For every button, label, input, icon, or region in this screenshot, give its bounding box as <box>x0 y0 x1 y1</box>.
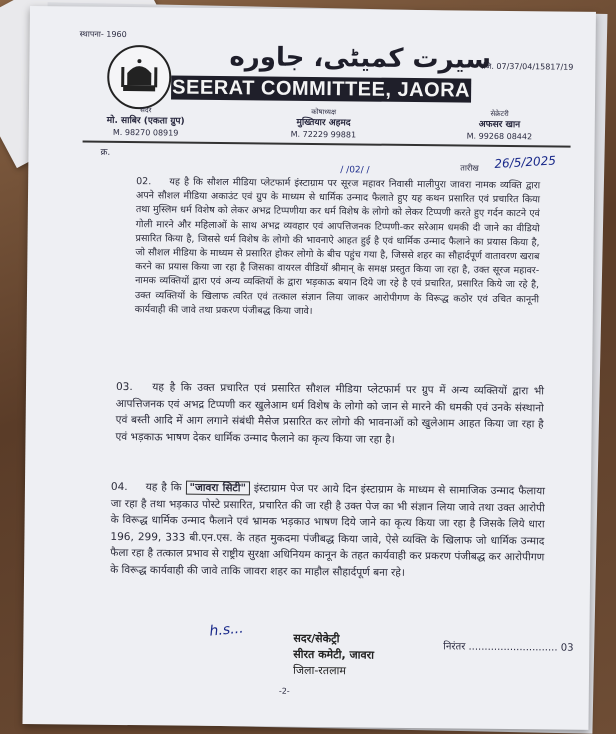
official-name: मुख्तियार अहमद <box>296 117 351 129</box>
mosque-icon <box>117 55 161 99</box>
paragraph-04 <box>110 479 545 583</box>
official-treasurer <box>291 107 357 141</box>
paragraph-03 <box>115 379 544 449</box>
reference-number: / /02/ / <box>340 165 370 176</box>
paragraph-text: इंस्टाग्राम पेज पर आये दिन इंस्टाग्राम के माध्यम से सामाजिक उन्माद फैलाया जा रहा है तथा भड़काउ पोस्टे प्रसारित, प्रचारित की जा रही है उक्त पेज का भी संज्ञान लिया जावे तथा उक्त आरोपी के विरूद्ध धार्मिक उन्माद फैलाने एवं भ्रामक भड़काउ भाषण दिये जाने का कृत्य किया जा रहा है जिसके लिये धारा 196, 299, 333 बी.एन.एस. के तहत मुकदमा पंजीबद्ध किया जावे, ऐसे व्यक्ति के खिलाफ जो धार्मिक उन्माद फैला रहा है तत्काल प्रभाव से राष्ट्रीय सुरक्षा अधिनियम कानून के तहत कार्यवाही कर प्रकरण पंजीबद्ध कर आरोपीगण के विरूद्ध कार्यवाही की जावे ताकि जावरा शहर का माहौल सौहार्दपूर्ण बना रहे। <box>110 482 546 579</box>
signer-designation: सदर/सेकेट्री <box>293 631 340 646</box>
official-role: कोषाध्यक्ष <box>311 107 337 117</box>
official-phone: M. 99268 08442 <box>466 131 533 142</box>
paragraph-text: यह है कि उक्त प्रचारित एवं प्रसारित सौशल मीडिया प्लेटफार्म पर ग्रुप में अन्य व्यक्तियों द्वारा भी आपत्तिजनक एवं अभद्र टिप्पणी कर खुलेआम धर्म विशेष के लोगो को जान से मारने की धमकी एवं उनके संस्थानो एवं बस्ती आदि में आग लगाने संबंधी मैसेज प्रसारित कर लोगो की भावनाओं को खुलेआम आहत किया जा रहा है एवं भड़काऊ भाषण देकर धार्मिक उन्माद फैलाने का कृत्य किया जा रहा है। <box>115 381 545 446</box>
official-phone: M. 72229 99881 <box>290 129 357 140</box>
paragraph-02 <box>135 175 540 321</box>
committee-logo <box>107 45 172 110</box>
urdu-title: سیرت کمیٹی، جاوره <box>229 42 492 75</box>
paragraph-text: यह है कि सौशल मीडिया प्लेटफार्म इंस्टाग्राम पर सूरज महावर निवासी मालीपुरा जावरा नामक व्यक्ति द्वारा अपने सौशल मीडिया अकाउंट एवं ग्रुप के माध्यम से धार्मिक उन्माद फैलाते हुए यह कथन प्रसारित एवं प्रचारित किया तथा मुस्लिम धर्म विशेष को लेकर अभद्र टिप्पणीया कर धर्म विशेष के लोगो को लेकर टिप्पणी करते हुए गर्दन काटने एवं गोली मारने और महिलाओं के साथ अभद्र व्यवहार एवं आपत्तिजनक टिप्पणी-कर सरेआम धमकी दी जाने का वीडियो प्रसारित किया है, जिससे धर्म विशेष के लोगो की भावनाऐ आहत हुई है एवं धार्मिक उन्माद फैलाने का प्रयास किया है, जो सौशल मीडिया के माध्यम से प्रसारित होकर लोगो के बीच पहुंच गया है, जिससे शहर का सौहार्दपूर्ण वातावरण खराब करने का प्रयास किया जा रहा है जिसका वायरल वीडियों श्रीमान् के समक्ष प्रस्तुत किया जा रहा है, उक्त सूरज महावर-नामक व्यक्तियों द्वारा एवं अन्य व्यक्तियों के द्वारा भड़काऊ बयान दिये जा रहे है एवं प्रचारित, प्रसारित किये जा रहे है, उक्त व्यक्तियों के खिलाफ त्वरित एवं तत्काल संज्ञान लिया जाकर आरोपीगण के विरूद्ध कठोर एवं उचित कानूनी कार्यवाही की जावे तथा प्रकरण पंजीबद्ध किया जावे। <box>134 176 541 317</box>
paragraph-number: 02. <box>136 176 152 188</box>
official-president <box>107 105 185 139</box>
continued-note: निरंतर ............................ 03 <box>443 641 574 654</box>
english-title: SEERAT COMMITTEE, JAORA <box>172 76 471 102</box>
signer-district: जिला-रतलाम <box>292 663 347 678</box>
continued-label: निरंतर <box>443 641 466 653</box>
footer-mark: -2- <box>278 686 290 696</box>
letter-page <box>22 6 595 730</box>
established-text: स्थापना- 1960 <box>79 29 127 40</box>
registration-number: रजि. 07/37/04/15817/19 <box>480 61 574 72</box>
signature-scribble: h.s... <box>208 620 245 640</box>
date-label: तारीख <box>460 163 479 173</box>
signature-block <box>293 631 374 680</box>
continued-page: 03 <box>560 642 574 654</box>
official-name: मो. साबिर (एकता ग्रुप) <box>106 115 185 127</box>
highlighted-page-name: "जावरा सिटी" <box>185 481 250 496</box>
date-value: 26/5/2025 <box>494 153 557 172</box>
signer-org: सीरत कमेटी, जावरा <box>293 647 375 662</box>
paragraph-number: 04. <box>110 480 128 494</box>
paragraph-number: 03. <box>115 380 133 394</box>
official-role: सदर <box>140 106 152 115</box>
paragraph-intro: यह है कि <box>145 481 182 494</box>
official-secretary <box>467 109 533 143</box>
official-role: सेक्रेटरी <box>490 109 509 119</box>
official-name: अफसर खान <box>478 119 521 131</box>
ref-label: क्र. <box>100 147 111 158</box>
official-phone: M. 98270 08919 <box>112 127 179 138</box>
